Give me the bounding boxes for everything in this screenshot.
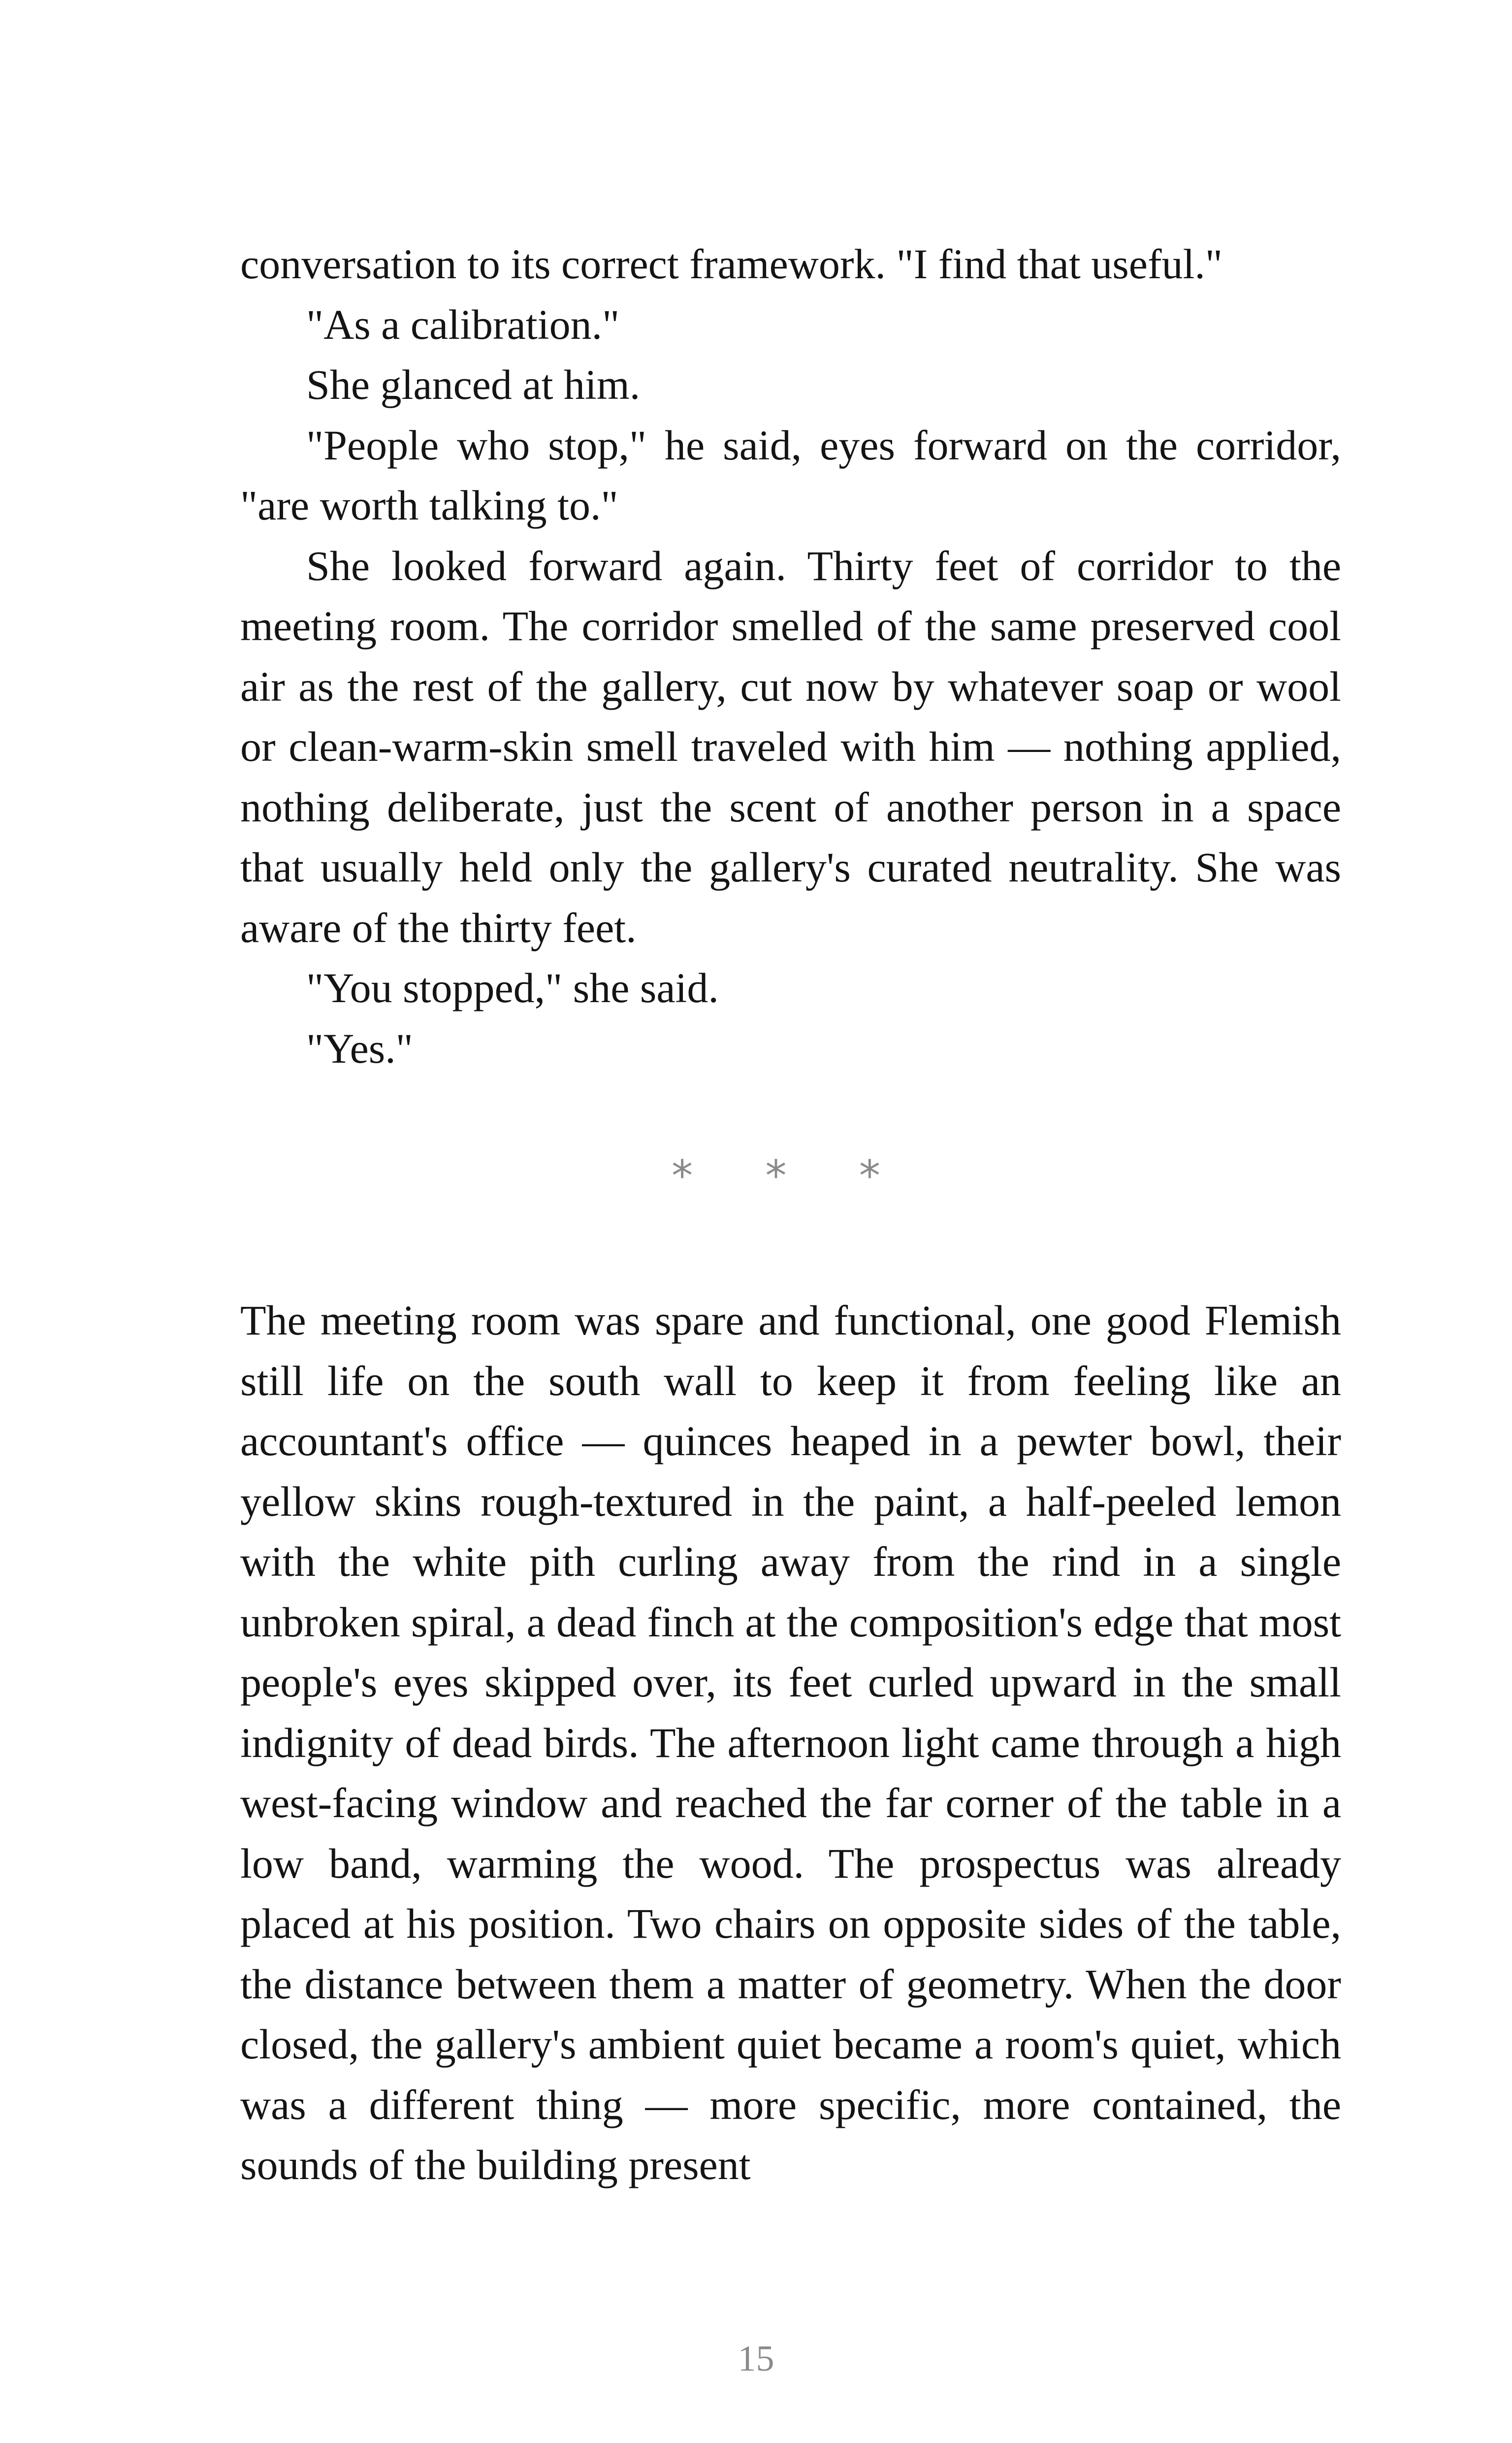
text-section-1 <box>240 234 1341 1078</box>
paragraph: She looked forward again. Thirty feet of corridor to the meeting room. The corridor smelled of the same preserved cool air as the rest of the gallery, cut now by whatever soap or wool or clean-warm-skin smell traveled with him — nothing applied, nothing deliberate, just the scent of another person in a space that usually held only the gallery's curated neutrality. She was aware of the thirty feet. <box>240 542 1341 951</box>
page-number: 15 <box>738 2339 774 2379</box>
scene-break: * * * <box>672 1151 910 1201</box>
paragraph: "People who stop," he said, eyes forward on the corridor, "are worth talking to." <box>240 421 1341 529</box>
paragraph: The meeting room was spare and functional, one good Flemish still life on the south wall to keep it from feeling like an accountant's office — quinces heaped in a pewter bowl, their yellow skins rough-textured in the paint, a half-peeled lemon with the white pith curling away from the rind in a single unbroken spiral, a dead finch at the composition's edge that most people's eyes skipped over, its feet curled upward in the small indignity of dead birds. The afternoon light came through a high west-facing window and reached the far corner of the table in a low band, warming the wood. The prospectus was already placed at his position. Two chairs on opposite sides of the table, the distance between them a matter of geometry. When the door closed, the gallery's ambient quiet became a room's quiet, which was a different thing — more specific, more contained, the sounds of the building present <box>240 1297 1341 2188</box>
paragraph: "You stopped," she said. <box>306 964 719 1011</box>
paragraph: She glanced at him. <box>306 361 641 408</box>
paragraph: "As a calibration." <box>306 300 620 348</box>
paragraph: conversation to its correct framework. "I find that useful." <box>240 240 1223 288</box>
paragraph: "Yes." <box>306 1024 413 1072</box>
text-section-2 <box>240 1290 1341 2195</box>
